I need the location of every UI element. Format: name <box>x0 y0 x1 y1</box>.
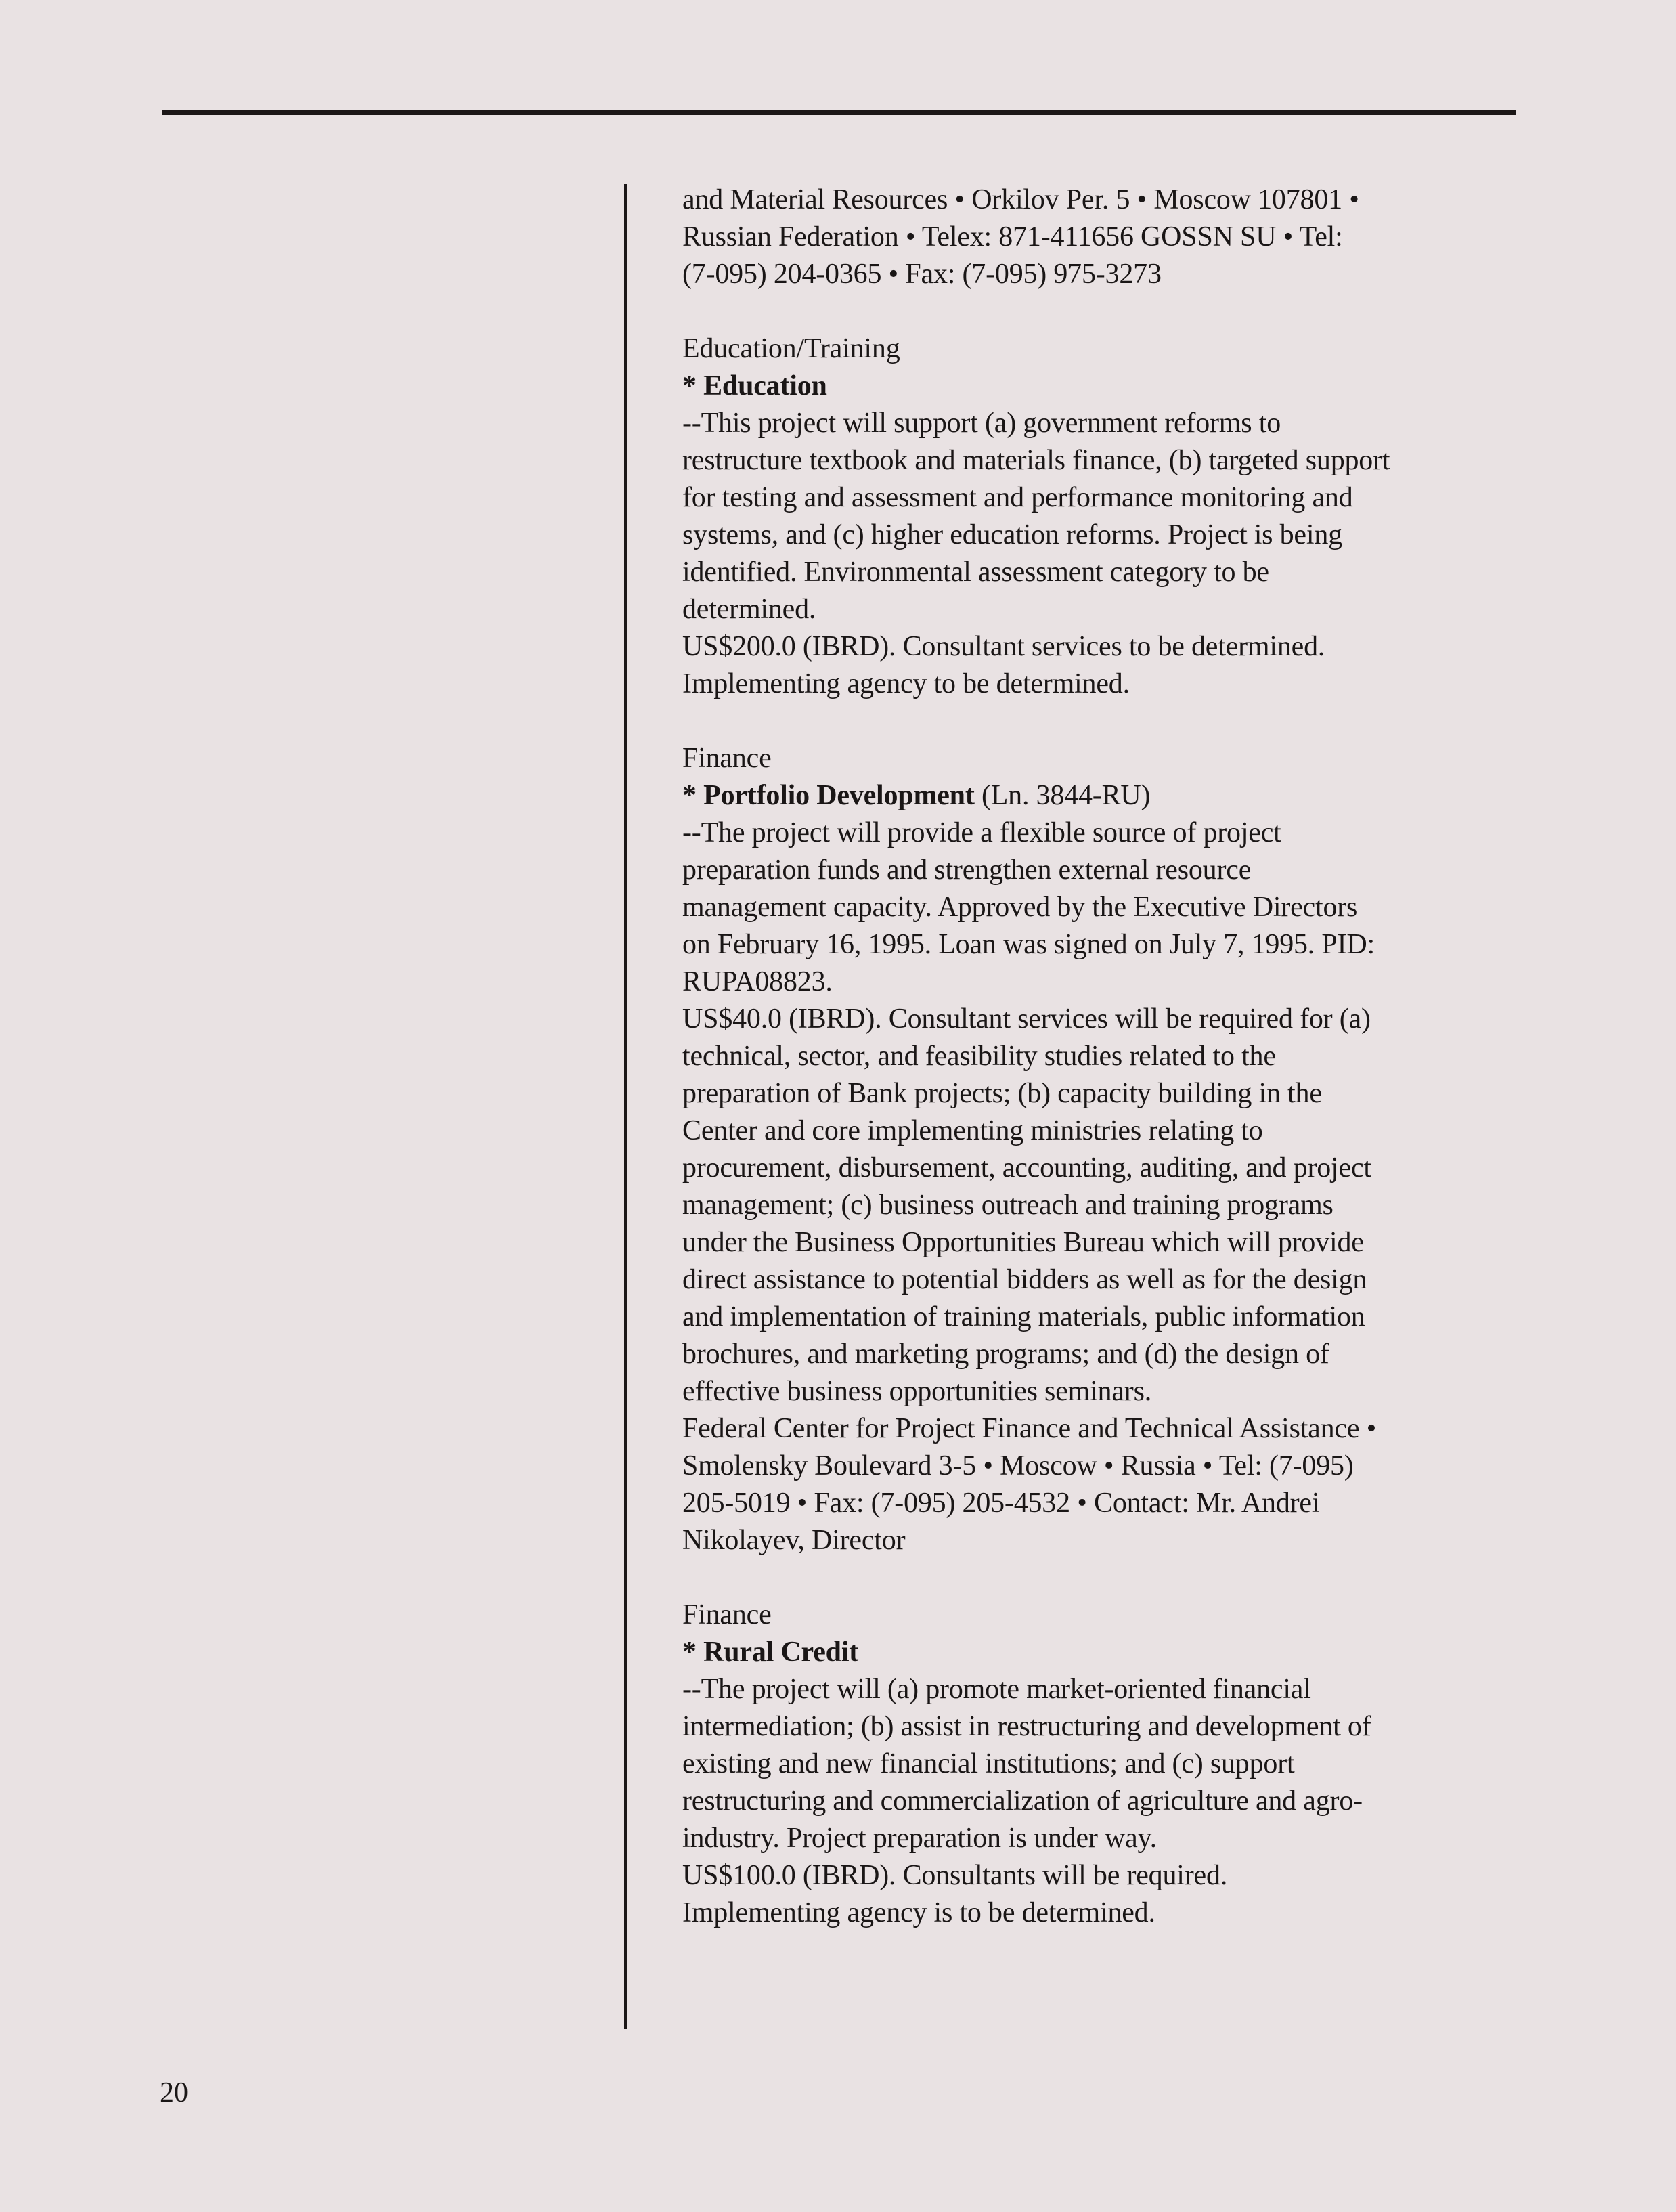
description-line: US$100.0 (IBRD). Consultants will be required. <box>682 1860 1228 1891</box>
description-line: --The project will (a) promote market-oriented financial <box>682 1674 1311 1705</box>
description-line: and implementation of training materials, public information <box>682 1301 1365 1332</box>
description-line: direct assistance to potential bidders as well as for the design <box>682 1264 1367 1295</box>
description-line: procurement, disbursement, accounting, auditing, and project <box>682 1152 1371 1184</box>
project-entry-education <box>682 330 1522 703</box>
description-line: Nikolayev, Director <box>682 1525 906 1556</box>
project-name: Education <box>703 370 827 402</box>
contact-intro <box>682 181 1522 293</box>
description-line: Implementing agency to be determined. <box>682 668 1130 699</box>
contact-line: and Material Resources • Orkilov Per. 5 • Moscow 107801 • <box>682 184 1359 215</box>
description-line: determined. <box>682 594 816 625</box>
description-line: preparation funds and strengthen external resource <box>682 854 1252 886</box>
description-line: preparation of Bank projects; (b) capacity building in the <box>682 1078 1322 1109</box>
description-line: intermediation; (b) assist in restructuring and development of <box>682 1711 1371 1742</box>
description-line: RUPA08823. <box>682 966 833 997</box>
description-line: systems, and (c) higher education reforms. Project is being <box>682 519 1342 550</box>
project-entry-rural-credit <box>682 1597 1522 1932</box>
description-line: brochures, and marketing programs; and (d) the design of <box>682 1339 1329 1370</box>
description-line: effective business opportunities seminars. <box>682 1376 1152 1407</box>
description-line: under the Business Opportunities Bureau which will provide <box>682 1227 1364 1258</box>
description-line: existing and new financial institutions; and (c) support <box>682 1748 1295 1779</box>
contact-line: (7-095) 204-0365 • Fax: (7-095) 975-3273 <box>682 259 1162 290</box>
description-line: restructuring and commercialization of agriculture and agro- <box>682 1785 1363 1817</box>
project-title: * Rural Credit <box>682 1636 859 1668</box>
description-line: management capacity. Approved by the Executive Directors <box>682 892 1358 923</box>
description-line: identified. Environmental assessment category to be <box>682 557 1269 588</box>
contact-line: Russian Federation • Telex: 871-411656 GOSSN SU • Tel: <box>682 221 1343 253</box>
description-line: technical, sector, and feasibility studies related to the <box>682 1041 1276 1072</box>
project-title: * Portfolio Development (Ln. 3844-RU) <box>682 780 1151 811</box>
project-name: Portfolio Development <box>703 780 975 811</box>
description-line: --The project will provide a flexible source of project <box>682 817 1281 848</box>
header-rule <box>162 110 1516 115</box>
description-line: US$200.0 (IBRD). Consultant services to be determined. <box>682 631 1325 662</box>
sector-heading: Finance <box>682 1599 772 1630</box>
column-divider <box>624 184 627 2029</box>
description-line: Federal Center for Project Finance and Technical Assistance • <box>682 1413 1377 1444</box>
page-content <box>682 181 1522 1932</box>
description-line: management; (c) business outreach and training programs <box>682 1190 1333 1221</box>
description-line: for testing and assessment and performance monitoring and <box>682 482 1353 513</box>
description-line: industry. Project preparation is under way. <box>682 1823 1157 1854</box>
loan-number: (Ln. 3844-RU) <box>974 780 1151 811</box>
description-line: Smolensky Boulevard 3-5 • Moscow • Russia • Tel: (7-095) <box>682 1450 1354 1481</box>
project-entry-portfolio-development <box>682 740 1522 1559</box>
description-line: Implementing agency is to be determined. <box>682 1897 1155 1928</box>
sector-heading: Education/Training <box>682 333 900 364</box>
description-line: restructure textbook and materials finance, (b) targeted support <box>682 445 1390 476</box>
project-name: Rural Credit <box>703 1636 859 1668</box>
page-number: 20 <box>160 2077 188 2108</box>
description-line: --This project will support (a) government reforms to <box>682 408 1281 439</box>
description-line: Center and core implementing ministries relating to <box>682 1115 1263 1146</box>
description-line: US$40.0 (IBRD). Consultant services will be required for (a) <box>682 1003 1371 1035</box>
sector-heading: Finance <box>682 743 772 774</box>
project-title: * Education <box>682 370 827 402</box>
description-line: on February 16, 1995. Loan was signed on July 7, 1995. PID: <box>682 929 1375 960</box>
description-line: 205-5019 • Fax: (7-095) 205-4532 • Contact: Mr. Andrei <box>682 1488 1320 1519</box>
